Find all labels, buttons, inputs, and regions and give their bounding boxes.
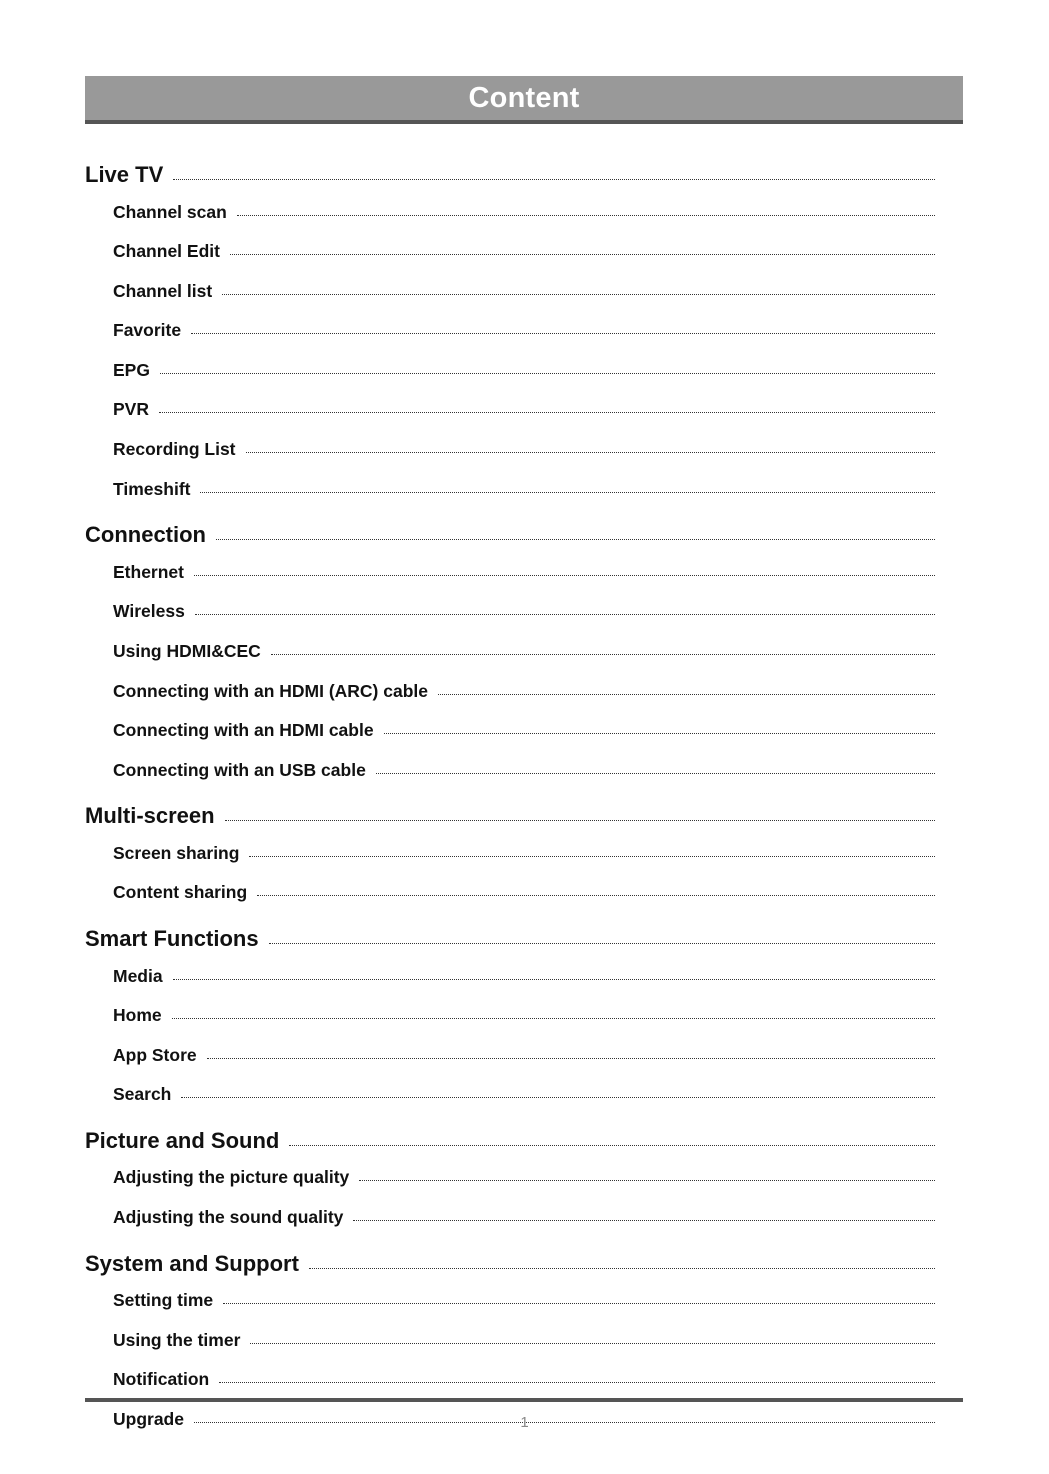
dot-leader — [200, 492, 935, 493]
toc-item-label: Wireless — [113, 601, 185, 622]
dot-leader — [359, 1180, 935, 1181]
toc-section-label: Multi-screen — [85, 803, 215, 829]
toc-item-search[interactable] — [85, 1082, 935, 1122]
toc-item-label: Home — [113, 1005, 162, 1026]
toc-item-label: Channel Edit — [113, 241, 220, 262]
dot-leader — [269, 943, 935, 944]
toc-item-recording-list[interactable] — [85, 437, 935, 477]
toc-item-label: Adjusting the picture quality — [113, 1167, 350, 1188]
page-number: 1 — [520, 1414, 529, 1431]
toc-item-channel-scan[interactable] — [85, 200, 935, 240]
toc-item-label: Recording List — [113, 439, 236, 460]
toc-section-label: Picture and Sound — [85, 1127, 280, 1153]
toc-section-connection[interactable] — [85, 516, 935, 560]
dot-leader — [289, 1145, 935, 1146]
dot-leader — [172, 1018, 935, 1019]
toc-item-label: Using the timer — [113, 1329, 241, 1350]
toc-item-channel-edit[interactable] — [85, 239, 935, 279]
toc-section-label: Live TV — [85, 162, 164, 187]
toc-item-label: Media — [113, 965, 163, 986]
toc-item-content-sharing[interactable] — [85, 880, 935, 920]
toc-item-label: Timeshift — [113, 478, 191, 499]
toc-item-screen-sharing[interactable] — [85, 841, 935, 881]
dot-leader — [257, 895, 935, 896]
dot-leader — [376, 773, 935, 774]
toc-item-label: Setting time — [113, 1290, 214, 1311]
toc-item-channel-list[interactable] — [85, 279, 935, 319]
dot-leader — [309, 1268, 935, 1269]
dot-leader — [173, 179, 935, 180]
toc-item-label: Content sharing — [113, 882, 248, 903]
dot-leader — [160, 373, 935, 374]
dot-leader — [216, 539, 935, 540]
table-of-contents — [85, 156, 935, 1446]
dot-leader — [207, 1058, 935, 1059]
toc-item-epg[interactable] — [85, 358, 935, 398]
toc-item-app-store[interactable] — [85, 1043, 935, 1083]
dot-leader — [237, 215, 935, 216]
toc-item-pvr[interactable] — [85, 397, 935, 437]
dot-leader — [353, 1220, 935, 1221]
dot-leader — [159, 412, 935, 413]
toc-item-label: PVR — [113, 399, 149, 420]
page-title: Content — [468, 81, 580, 114]
toc-item-label: Connecting with an HDMI (ARC) cable — [113, 680, 428, 701]
toc-section-system-and-support[interactable] — [85, 1245, 935, 1289]
toc-item-label: Connecting with an HDMI cable — [113, 720, 374, 741]
toc-item-hdmi-arc-cable[interactable] — [85, 679, 935, 719]
toc-section-picture-and-sound[interactable] — [85, 1122, 935, 1166]
toc-section-label: Smart Functions — [85, 926, 259, 951]
toc-section-label: System and Support — [85, 1250, 299, 1276]
toc-item-label: Search — [113, 1084, 172, 1105]
toc-section-live-tv[interactable] — [85, 156, 935, 200]
toc-item-label: Ethernet — [113, 561, 184, 582]
toc-item-label: Notification — [113, 1369, 210, 1390]
dot-leader — [191, 333, 935, 334]
header-bar — [85, 76, 963, 124]
toc-item-label: Screen sharing — [113, 842, 240, 863]
toc-item-media[interactable] — [85, 964, 935, 1004]
toc-item-label: App Store — [113, 1044, 197, 1065]
dot-leader — [195, 614, 935, 615]
toc-item-favorite[interactable] — [85, 318, 935, 358]
toc-item-using-hdmi-cec[interactable] — [85, 639, 935, 679]
dot-leader — [219, 1382, 935, 1383]
toc-item-wireless[interactable] — [85, 599, 935, 639]
toc-item-label: Using HDMI&CEC — [113, 640, 261, 661]
dot-leader — [173, 979, 935, 980]
toc-item-label: Favorite — [113, 320, 182, 341]
dot-leader — [223, 1303, 935, 1304]
toc-item-label: Channel list — [113, 280, 213, 301]
dot-leader — [384, 733, 935, 734]
dot-leader — [181, 1097, 935, 1098]
dot-leader — [438, 694, 935, 695]
toc-section-smart-functions[interactable] — [85, 920, 935, 964]
toc-item-label: Upgrade — [113, 1408, 184, 1429]
toc-item-sound-quality[interactable] — [85, 1205, 935, 1245]
dot-leader — [249, 856, 935, 857]
footer-rule — [85, 1398, 963, 1402]
toc-item-using-the-timer[interactable] — [85, 1328, 935, 1368]
dot-leader — [230, 254, 935, 255]
toc-section-label: Connection — [85, 522, 206, 548]
toc-item-label: EPG — [113, 359, 150, 380]
dot-leader — [246, 452, 935, 453]
toc-item-usb-cable[interactable] — [85, 758, 935, 798]
dot-leader — [194, 575, 935, 576]
toc-item-label: Channel scan — [113, 201, 227, 222]
dot-leader — [271, 654, 935, 655]
toc-item-ethernet[interactable] — [85, 560, 935, 600]
toc-item-setting-time[interactable] — [85, 1288, 935, 1328]
toc-item-timeshift[interactable] — [85, 477, 935, 517]
toc-item-hdmi-cable[interactable] — [85, 718, 935, 758]
toc-item-label: Connecting with an USB cable — [113, 759, 366, 780]
dot-leader — [250, 1343, 935, 1344]
toc-section-multi-screen[interactable] — [85, 797, 935, 841]
dot-leader — [225, 820, 935, 821]
toc-item-picture-quality[interactable] — [85, 1165, 935, 1205]
dot-leader — [222, 294, 935, 295]
toc-item-label: Adjusting the sound quality — [113, 1206, 344, 1227]
toc-item-home[interactable] — [85, 1003, 935, 1043]
